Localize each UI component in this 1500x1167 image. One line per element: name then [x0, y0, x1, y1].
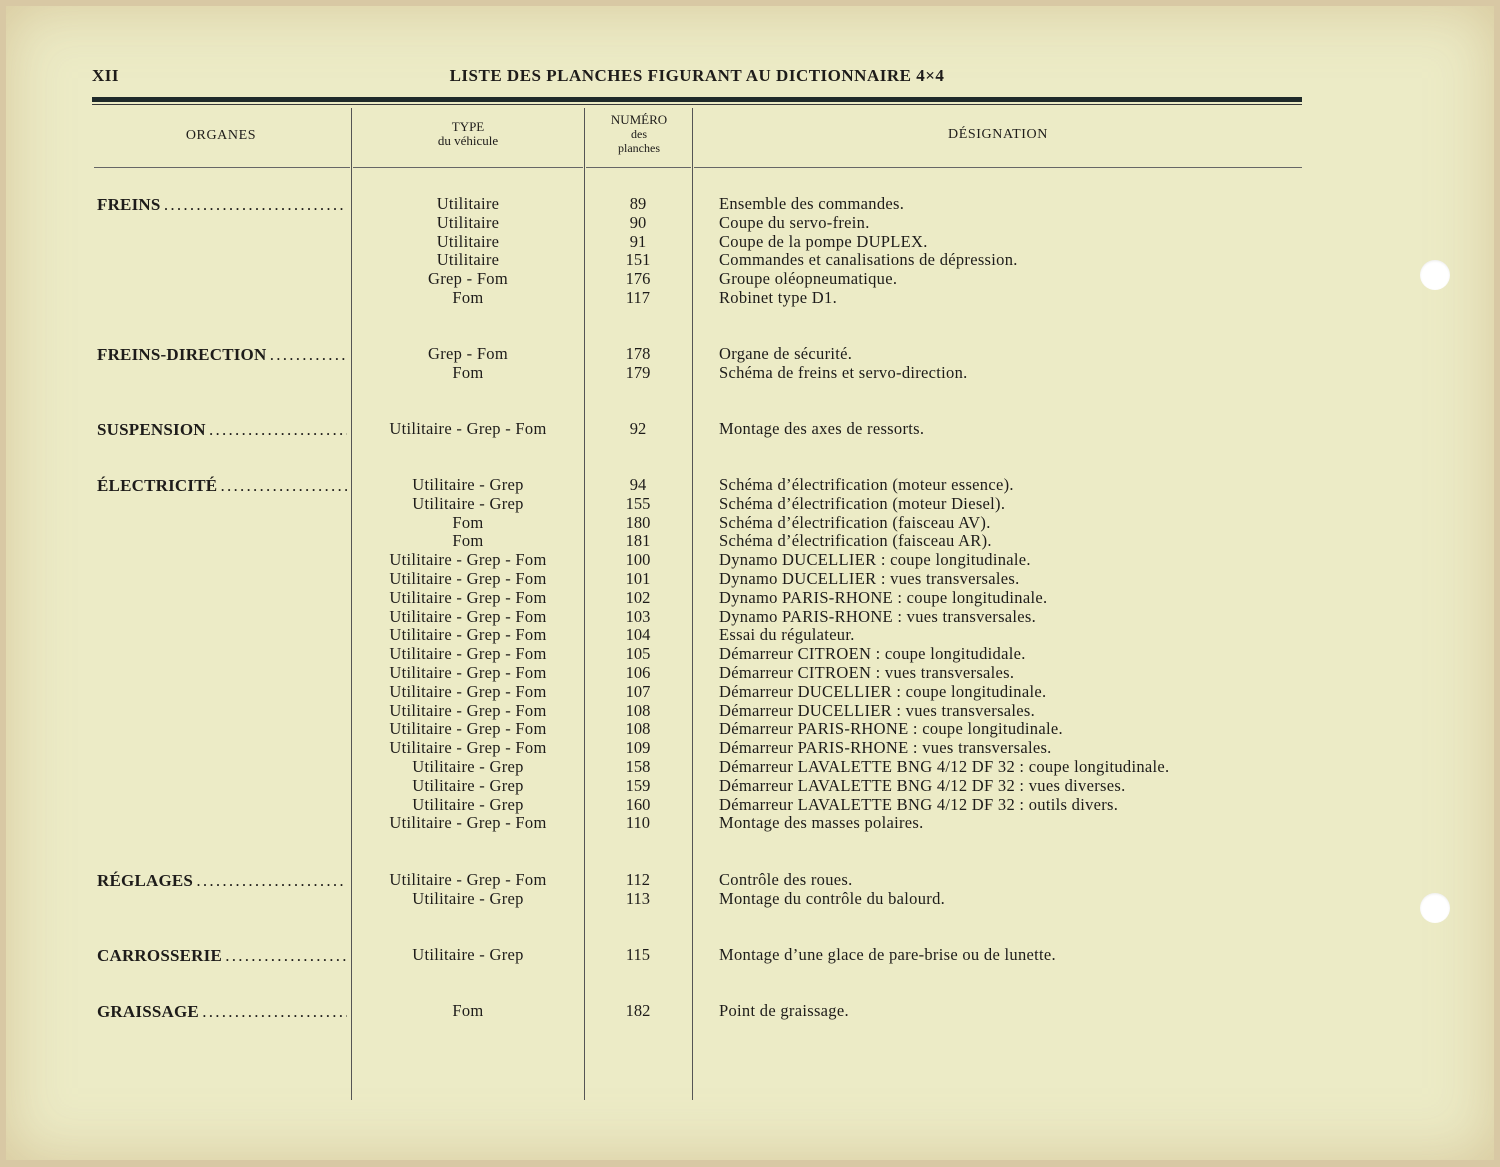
vehicle-type-cell: Utilitaire - Grep - Fom [389, 587, 547, 607]
vehicle-type-cell: Utilitaire - Grep - Fom [389, 568, 547, 588]
vehicle-type-cell: Utilitaire [436, 250, 500, 270]
page-number: XII [92, 66, 120, 85]
designation-cell: Montage des axes de ressorts. [719, 419, 925, 438]
designation-cell: Schéma d’électrification (faisceau AV). [719, 512, 991, 532]
header-underline-numero [586, 167, 691, 168]
vehicle-type-cell: Utilitaire - Grep - Fom [389, 662, 547, 682]
organe-name: SUSPENSION [97, 420, 206, 439]
vehicle-type-cell: Utilitaire - Grep - Fom [389, 625, 547, 645]
designation-cell: Schéma d’électrification (faisceau AR). [719, 531, 992, 551]
vehicle-type-cell: Utilitaire - Grep - Fom [389, 719, 547, 739]
designation-cell: Point de graissage. [719, 1001, 849, 1020]
designation-cell: Ensemble des commandes. [719, 194, 905, 213]
plate-number-cell: 110 [625, 813, 651, 833]
plate-number-cell: 117 [625, 287, 651, 307]
designation-cell: Démarreur DUCELLIER : vues transversales. [719, 700, 1036, 720]
designation-cell: Démarreur PARIS-RHONE : vues transversales. [719, 738, 1052, 758]
vehicle-type-cell: Utilitaire - Grep - Fom [389, 419, 547, 438]
plate-number-cell: 103 [625, 606, 651, 626]
table-group [0, 420, 1500, 439]
plate-number-cell: 160 [625, 794, 651, 814]
column-header-type-line2: du véhicule [437, 133, 499, 148]
vehicle-type-cell: Fom [452, 362, 484, 382]
designation-cell: Coupe du servo-frein. [719, 212, 870, 232]
table-group [0, 871, 1500, 909]
designation-cell: Coupe de la pompe DUPLEX. [719, 231, 928, 251]
plate-number-cell: 90 [629, 212, 647, 232]
table-row [0, 289, 1500, 308]
plate-number-cell: 108 [625, 700, 651, 720]
binder-hole-bottom [1420, 893, 1450, 923]
table-group [0, 476, 1500, 833]
plate-number-cell: 176 [625, 269, 651, 289]
plate-number-cell: 112 [625, 870, 651, 889]
organe-name: FREINS [97, 195, 161, 214]
plate-number-cell: 151 [625, 250, 651, 270]
vehicle-type-cell: Utilitaire [436, 231, 500, 251]
designation-cell: Dynamo PARIS-RHONE : coupe longitudinale. [719, 587, 1048, 607]
table-row [0, 1002, 1500, 1021]
column-header-organes: ORGANES [185, 128, 257, 143]
table-row [0, 626, 1500, 645]
page-title: LISTE DES PLANCHES FIGURANT AU DICTIONNAIRE 4×4 [449, 66, 945, 85]
plate-number-cell: 89 [629, 194, 647, 213]
header-underline-designation [694, 167, 1302, 168]
table-row [0, 871, 1500, 890]
table-group [0, 946, 1500, 965]
plate-number-cell: 106 [625, 662, 651, 682]
column-header-numero-line3: planches [618, 141, 660, 155]
designation-cell: Démarreur LAVALETTE BNG 4/12 DF 32 : coupe longitudinale. [719, 756, 1170, 776]
table-row [0, 664, 1500, 683]
plate-number-cell: 101 [625, 568, 651, 588]
table-row [0, 720, 1500, 739]
plate-number-cell: 158 [625, 756, 651, 776]
table-row [0, 251, 1500, 270]
plate-number-cell: 113 [625, 888, 651, 908]
header-underline-organes [94, 167, 350, 168]
column-header-numero [586, 113, 692, 155]
table-row [0, 702, 1500, 721]
plate-number-cell: 108 [625, 719, 651, 739]
designation-cell: Essai du régulateur. [719, 625, 855, 645]
vehicle-type-cell: Utilitaire - Grep [412, 493, 524, 513]
table-row [0, 195, 1500, 214]
plate-number-cell: 115 [625, 945, 651, 964]
designation-cell: Dynamo DUCELLIER : vues transversales. [719, 568, 1020, 588]
plate-number-cell: 105 [625, 644, 651, 664]
vehicle-type-cell: Grep - Fom [428, 344, 508, 363]
organe-name: FREINS-DIRECTION [97, 345, 267, 364]
designation-cell: Schéma d’électrification (moteur Diesel). [719, 493, 1006, 513]
plate-number-cell: 91 [629, 231, 647, 251]
vehicle-type-cell: Utilitaire - Grep - Fom [389, 738, 547, 758]
vehicle-type-cell: Fom [452, 287, 484, 307]
designation-cell: Schéma de freins et servo-direction. [719, 362, 968, 382]
vehicle-type-cell: Utilitaire - Grep - Fom [389, 606, 547, 626]
table-row [0, 514, 1500, 533]
table-row [0, 570, 1500, 589]
designation-cell: Contrôle des roues. [719, 870, 853, 889]
organe-name: GRAISSAGE [97, 1002, 199, 1021]
vehicle-type-cell: Utilitaire - Grep - Fom [389, 681, 547, 701]
vehicle-type-cell: Fom [452, 531, 484, 551]
vehicle-type-cell: Utilitaire [436, 194, 500, 213]
vehicle-type-cell: Utilitaire - Grep - Fom [389, 700, 547, 720]
vehicle-type-cell: Utilitaire - Grep - Fom [389, 870, 547, 889]
organe-name: ÉLECTRICITÉ [97, 476, 218, 495]
vehicle-type-cell: Utilitaire - Grep [412, 945, 524, 964]
plate-number-cell: 102 [625, 587, 651, 607]
plate-number-cell: 155 [625, 493, 651, 513]
table-row [0, 758, 1500, 777]
vehicle-type-cell: Fom [452, 512, 484, 532]
table-row [0, 739, 1500, 758]
designation-cell: Organe de sécurité. [719, 344, 853, 363]
vehicle-type-cell: Utilitaire - Grep [412, 794, 524, 814]
table-row [0, 476, 1500, 495]
table-group [0, 1002, 1500, 1021]
plate-number-cell: 100 [625, 550, 651, 570]
vehicle-type-cell: Utilitaire - Grep [412, 756, 524, 776]
vehicle-type-cell: Fom [452, 1001, 484, 1020]
plate-number-cell: 107 [625, 681, 651, 701]
designation-cell: Commandes et canalisations de dépression. [719, 250, 1018, 270]
plate-number-cell: 179 [625, 362, 651, 382]
table-group [0, 195, 1500, 308]
designation-cell: Dynamo PARIS-RHONE : vues transversales. [719, 606, 1037, 626]
vehicle-type-cell: Utilitaire - Grep [412, 775, 524, 795]
table-row [0, 645, 1500, 664]
column-header-numero-line2: des [631, 127, 647, 141]
designation-cell: Dynamo DUCELLIER : coupe longitudinale. [719, 550, 1031, 570]
designation-cell: Montage du contrôle du balourd. [719, 888, 946, 908]
plate-number-cell: 104 [625, 625, 651, 645]
designation-cell: Montage des masses polaires. [719, 813, 924, 833]
designation-cell: Démarreur LAVALETTE BNG 4/12 DF 32 : vues diverses. [719, 775, 1126, 795]
plate-number-cell: 94 [629, 475, 647, 494]
table-row [0, 270, 1500, 289]
vehicle-type-cell: Utilitaire - Grep - Fom [389, 644, 547, 664]
table-row [0, 233, 1500, 252]
binder-hole-top [1420, 260, 1450, 290]
vehicle-type-cell: Utilitaire - Grep [412, 888, 524, 908]
table-row [0, 532, 1500, 551]
column-header-type-line1: TYPE [451, 119, 485, 134]
plate-number-cell: 180 [625, 512, 651, 532]
plate-number-cell: 92 [629, 419, 647, 438]
designation-cell: Schéma d’électrification (moteur essence). [719, 475, 1014, 494]
designation-cell: Démarreur CITROEN : coupe longitudidale. [719, 644, 1026, 664]
table-row [0, 589, 1500, 608]
table-row [0, 946, 1500, 965]
designation-cell: Démarreur LAVALETTE BNG 4/12 DF 32 : outils divers. [719, 794, 1119, 814]
plate-number-cell: 159 [625, 775, 651, 795]
vehicle-type-cell: Utilitaire - Grep [412, 475, 524, 494]
table-row [0, 683, 1500, 702]
table-row [0, 777, 1500, 796]
header-rule-thick [92, 97, 1302, 102]
table-row [0, 214, 1500, 233]
table-group [0, 345, 1500, 383]
designation-cell: Robinet type D1. [719, 287, 837, 307]
table-row [0, 495, 1500, 514]
header-rule-thin [92, 104, 1302, 105]
column-header-type [352, 120, 584, 148]
organe-name: RÉGLAGES [97, 871, 194, 890]
table-row [0, 890, 1500, 909]
table-row [0, 420, 1500, 439]
plate-number-cell: 182 [625, 1001, 651, 1020]
table-row [0, 551, 1500, 570]
table-row [0, 608, 1500, 627]
table-row [0, 364, 1500, 383]
table-row [0, 796, 1500, 815]
page-header [92, 66, 1302, 90]
plate-number-cell: 181 [625, 531, 651, 551]
plate-number-cell: 109 [625, 738, 651, 758]
table-row [0, 345, 1500, 364]
header-underline-type [353, 167, 583, 168]
vehicle-type-cell: Utilitaire [436, 212, 500, 232]
vehicle-type-cell: Grep - Fom [428, 269, 508, 289]
vehicle-type-cell: Utilitaire - Grep - Fom [389, 550, 547, 570]
designation-cell: Démarreur DUCELLIER : coupe longitudinale. [719, 681, 1047, 701]
vehicle-type-cell: Utilitaire - Grep - Fom [389, 813, 547, 833]
plate-number-cell: 178 [625, 344, 651, 363]
column-header-designation: DÉSIGNATION [948, 127, 1048, 142]
table-row [0, 814, 1500, 833]
designation-cell: Groupe oléopneumatique. [719, 269, 898, 289]
organe-name: CARROSSERIE [97, 946, 223, 965]
designation-cell: Montage d’une glace de pare-brise ou de lunette. [719, 945, 1056, 964]
designation-cell: Démarreur PARIS-RHONE : coupe longitudinale. [719, 719, 1063, 739]
designation-cell: Démarreur CITROEN : vues transversales. [719, 662, 1015, 682]
column-header-numero-line1: NUMÉRO [610, 112, 668, 127]
